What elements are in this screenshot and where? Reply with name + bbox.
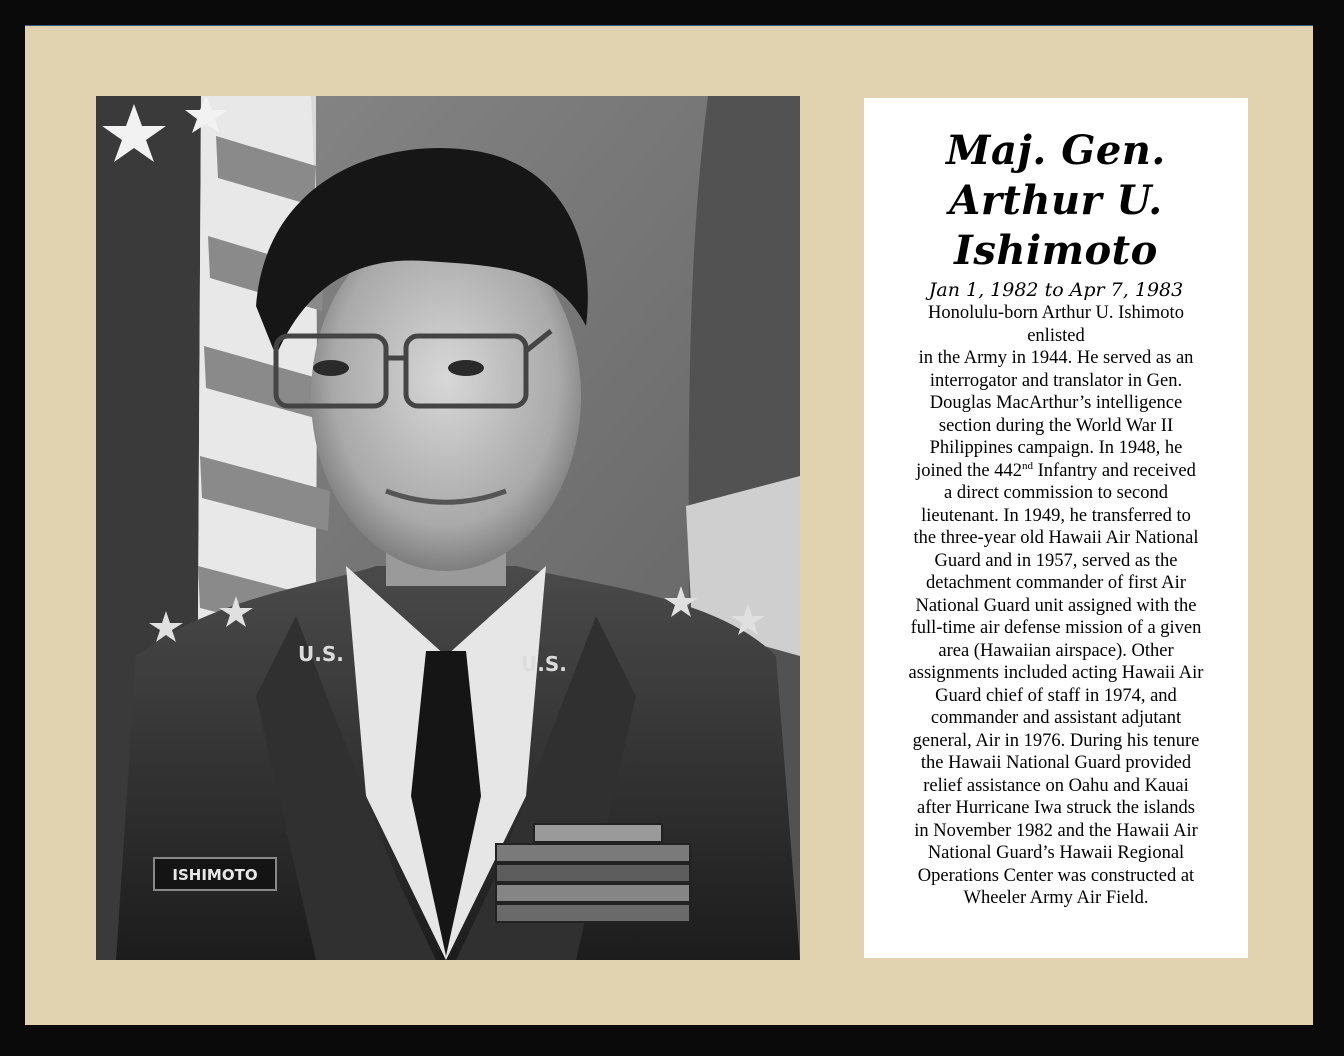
bio-line: the three-year old Hawaii Air National [913, 528, 1199, 548]
bio-line: Honolulu-born Arthur U. Ishimoto [928, 303, 1184, 323]
bio-line: Wheeler Army Air Field. [963, 888, 1149, 908]
bio-line: Guard and in 1957, served as the [934, 550, 1178, 571]
name-line-3: Ishimoto [954, 227, 1158, 274]
bio-line: National Guard’s Hawaii Regional [927, 843, 1185, 863]
bio-text: joined the 442 [916, 460, 1022, 481]
bio-line: lieutenant. In 1949, he transferred to [921, 505, 1191, 526]
bio-line: relief assistance on Oahu and Kauai [923, 775, 1189, 796]
bio-line: interrogator and translator in Gen. [929, 370, 1183, 391]
superscript: nd [1022, 459, 1033, 472]
bio-line: after Hurricane Iwa struck the islands [917, 798, 1195, 818]
bio-line: full-time air defense mission of a given [910, 618, 1202, 638]
bio-line: Philippines campaign. In 1948, he [929, 438, 1183, 458]
collar-insignia-right: U.S. [521, 652, 567, 676]
bio-line: a direct commission to second [943, 483, 1168, 503]
bio-card [864, 98, 1248, 958]
bio-line: area (Hawaiian airspace). Other [938, 640, 1174, 661]
bio-line: Guard chief of staff in 1974, and [935, 685, 1177, 706]
bio-line: general, Air in 1976. During his tenure [912, 730, 1200, 751]
portrait-photo [96, 96, 800, 960]
name-tag [154, 858, 276, 890]
bio-line: assignments included acting Hawaii Air [908, 663, 1204, 683]
bio-line: commander and assistant adjutant [930, 708, 1182, 728]
bio-line: National Guard unit assigned with the [915, 595, 1197, 616]
collar-insignia-left: U.S. [298, 642, 344, 666]
bio-line: in the Army in 1944. He served as an [918, 348, 1194, 368]
service-dates: Jan 1, 1982 to Apr 7, 1983 [928, 279, 1184, 301]
bio-line: detachment commander of first Air [926, 573, 1186, 593]
bio-line: section during the World War II [938, 415, 1174, 436]
name-tag-text: ISHIMOTO [172, 866, 258, 884]
name-line-2: Arthur U. [949, 177, 1163, 224]
bio-line: Douglas MacArthur’s intelligence [929, 393, 1183, 413]
name-line-1: Maj. Gen. [946, 127, 1166, 174]
uniform-jacket [116, 566, 800, 960]
bio-line: Operations Center was constructed at [917, 865, 1195, 886]
biography-text [874, 302, 1238, 910]
officer-name [874, 126, 1238, 276]
bio-text: Infantry and received [1033, 460, 1196, 481]
bio-line: in November 1982 and the Hawaii Air [914, 820, 1198, 841]
bio-line: enlisted [1027, 325, 1085, 346]
bio-line: the Hawaii National Guard provided [920, 753, 1192, 773]
bio-line [874, 460, 1238, 483]
